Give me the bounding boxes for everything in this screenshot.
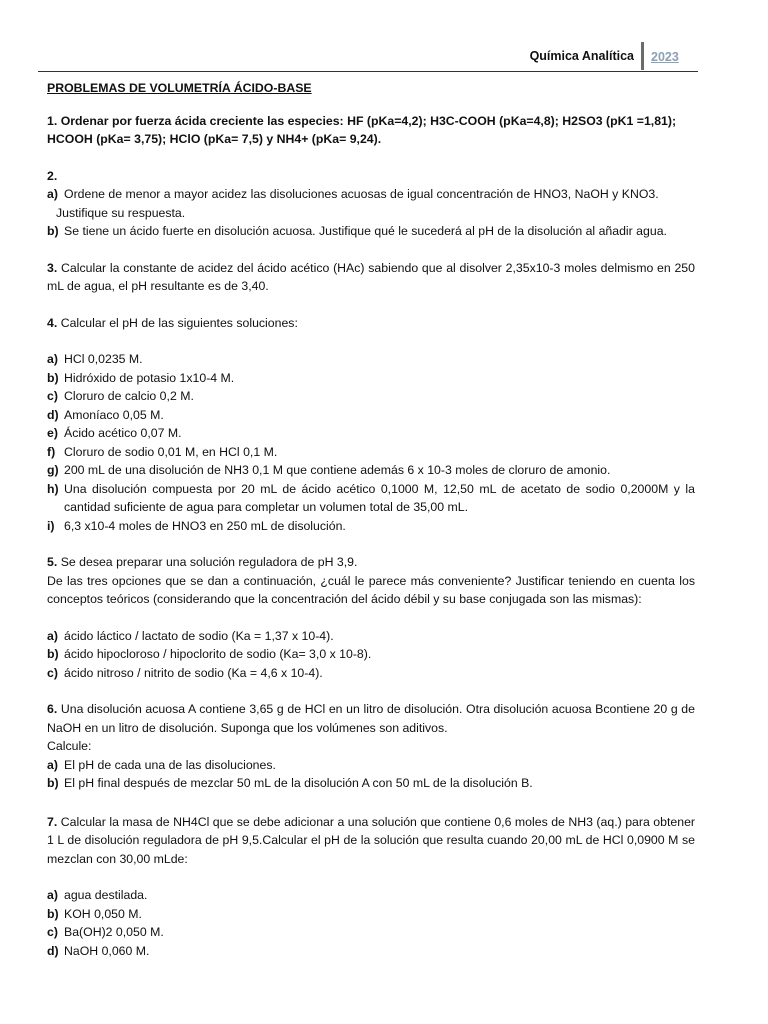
item-label: d)	[47, 943, 59, 958]
problem-5-list	[47, 627, 695, 683]
list-item	[47, 886, 695, 905]
item-text: ácido hipocloroso / hipoclorito de sodio (Ka= 3,0 x 10-8).	[64, 647, 372, 661]
problem-2-item-a-cont: Justifique su respuesta.	[56, 205, 186, 220]
item-text: Ácido acético 0,07 M.	[64, 426, 182, 440]
list-item	[47, 645, 695, 664]
problem-5-number: 5.	[47, 555, 58, 569]
header-rule	[38, 71, 698, 72]
problem-3-text: Calcular la constante de acidez del ácido acético (HAc) sabiendo que al disolver 2,35x10-3 moles delmismo en 250 mL de agua, el pH resultante es de 3,40.	[47, 260, 695, 293]
item-text: El pH de cada una de las disoluciones.	[64, 757, 276, 772]
item-text: KOH 0,050 M.	[64, 906, 142, 921]
problem-7-number: 7.	[47, 814, 58, 829]
item-label: b)	[47, 370, 59, 385]
list-item	[47, 627, 695, 646]
problem-5-body: De las tres opciones que se dan a continuación, ¿cuál le parece más conveniente? Justificar teniendo en cuenta los conceptos teóricos (considerando que la concentración del ácido débil y su base conjugada son las mismas):	[47, 573, 695, 606]
item-text: ácido nitroso / nitrito de sodio (Ka = 4,6 x 10-4).	[64, 665, 323, 680]
document-body	[47, 79, 695, 960]
problem-1	[47, 112, 695, 149]
item-text: Cloruro de sodio 0,01 M, en HCl 0,1 M.	[64, 444, 278, 459]
item-text: agua destilada.	[64, 888, 148, 902]
item-text: Amoníaco 0,05 M.	[64, 407, 164, 422]
problem-7-text: Calcular la masa de NH4Cl que se debe adicionar a una solución que contiene 0,6 moles de NH3 (aq.) para obtener 1 L de disolución reguladora de pH 9,5.Calcular el pH de la solución que resulta cuando 20,00 mL de HCl 0,0900 M se mezclan con 30,00 mLde:	[47, 814, 695, 866]
problem-2-item-b	[47, 222, 695, 241]
problem-2-item-a	[47, 185, 695, 204]
problem-2	[47, 167, 695, 241]
problem-1-line-2: HCOOH (pKa= 3,75); HClO (pKa= 7,5) y NH4+ (pKa= 9,24).	[47, 132, 382, 146]
item-label: a)	[47, 888, 58, 902]
problem-2-number: 2.	[47, 168, 58, 183]
item-label: c)	[47, 665, 58, 680]
list-item	[47, 517, 695, 536]
item-text: NaOH 0,060 M.	[64, 943, 150, 958]
list-item	[47, 774, 695, 793]
item-label: h)	[47, 481, 59, 496]
item-text: 200 mL de una disolución de NH3 0,1 M que contiene además 6 x 10-3 moles de cloruro de amonio.	[64, 463, 611, 477]
problem-4-number: 4.	[47, 315, 58, 330]
item-text: 6,3 x10-4 moles de HNO3 en 250 mL de disolución.	[64, 518, 346, 533]
list-item	[47, 942, 695, 961]
item-label: d)	[47, 407, 59, 422]
list-item	[47, 443, 695, 462]
page-title: PROBLEMAS DE VOLUMETRÍA ÁCIDO-BASE	[47, 81, 312, 95]
problem-6-calcule: Calcule:	[47, 739, 92, 753]
item-label: a)	[47, 628, 58, 643]
item-text: El pH final después de mezclar 50 mL de la disolución A con 50 mL de la disolución B.	[64, 776, 533, 790]
item-label: g)	[47, 463, 59, 477]
item-label: b)	[47, 224, 59, 238]
item-text: Ordene de menor a mayor acidez las disoluciones acuosas de igual concentración de HNO3, NaOH y KNO3.	[64, 187, 659, 201]
problem-7	[47, 813, 695, 869]
header-subject: Química Analítica	[529, 49, 634, 63]
list-item	[47, 350, 695, 369]
item-label: b)	[47, 776, 59, 790]
page-header	[0, 42, 768, 72]
list-item	[47, 756, 695, 775]
item-label: b)	[47, 906, 59, 921]
list-item	[47, 480, 695, 517]
header-year: 2023	[651, 50, 679, 64]
list-item	[47, 387, 695, 406]
list-item	[47, 406, 695, 425]
list-item	[47, 461, 695, 480]
header-divider	[641, 42, 644, 70]
problem-6	[47, 700, 695, 737]
item-text: Cloruro de calcio 0,2 M.	[64, 389, 194, 403]
problem-4-list	[47, 350, 695, 535]
problem-3	[47, 259, 695, 296]
problem-4-intro: Calcular el pH de las siguientes soluciones:	[60, 315, 298, 330]
item-label: i)	[47, 518, 55, 533]
item-label: e)	[47, 426, 58, 440]
item-label: c)	[47, 925, 58, 939]
problem-5-text-1: Se desea preparar una solución reguladora de pH 3,9.	[60, 555, 358, 569]
problem-5-line-1	[47, 553, 695, 572]
problem-7-list	[47, 886, 695, 960]
item-label: c)	[47, 389, 58, 403]
list-item	[47, 923, 695, 942]
problem-6-list	[47, 756, 695, 793]
list-item	[47, 424, 695, 443]
problem-6-number: 6.	[47, 702, 58, 716]
item-label: a)	[47, 187, 58, 201]
list-item	[47, 905, 695, 924]
item-text: Una disolución compuesta por 20 mL de ácido acético 0,1000 M, 12,50 mL de acetato de sodio 0,2000M y la cantidad suficiente de agua para completar un volumen total de 35,00 mL.	[64, 481, 695, 514]
problem-1-text-1: Ordenar por fuerza ácida creciente las especies: HF (pKa=4,2); H3C-COOH (pKa=4,8); H2SO3 (pK1 =1,81);	[60, 113, 677, 128]
item-text: HCl 0,0235 M.	[64, 352, 143, 366]
item-label: a)	[47, 757, 58, 772]
item-label: a)	[47, 352, 58, 366]
list-item	[47, 664, 695, 683]
problem-1-line-1	[47, 112, 695, 131]
problem-6-text: Una disolución acuosa A contiene 3,65 g de HCl en un litro de disolución. Otra disolución acuosa Bcontiene 20 g de NaOH en un litro de disolución. Suponga que los volúmenes son aditivos.	[47, 702, 695, 735]
item-text: Ba(OH)2 0,050 M.	[64, 925, 164, 939]
list-item	[47, 369, 695, 388]
problem-1-number: 1.	[47, 113, 58, 128]
item-label: b)	[47, 647, 59, 661]
item-text: ácido láctico / lactato de sodio (Ka = 1,37 x 10-4).	[64, 628, 334, 643]
problem-4-intro-line	[47, 314, 695, 333]
problem-3-number: 3.	[47, 260, 58, 275]
item-label: f)	[47, 444, 56, 459]
item-text: Hidróxido de potasio 1x10-4 M.	[64, 370, 235, 385]
item-text: Se tiene un ácido fuerte en disolución acuosa. Justifique qué le sucederá al pH de la disolución al añadir agua.	[64, 224, 667, 238]
